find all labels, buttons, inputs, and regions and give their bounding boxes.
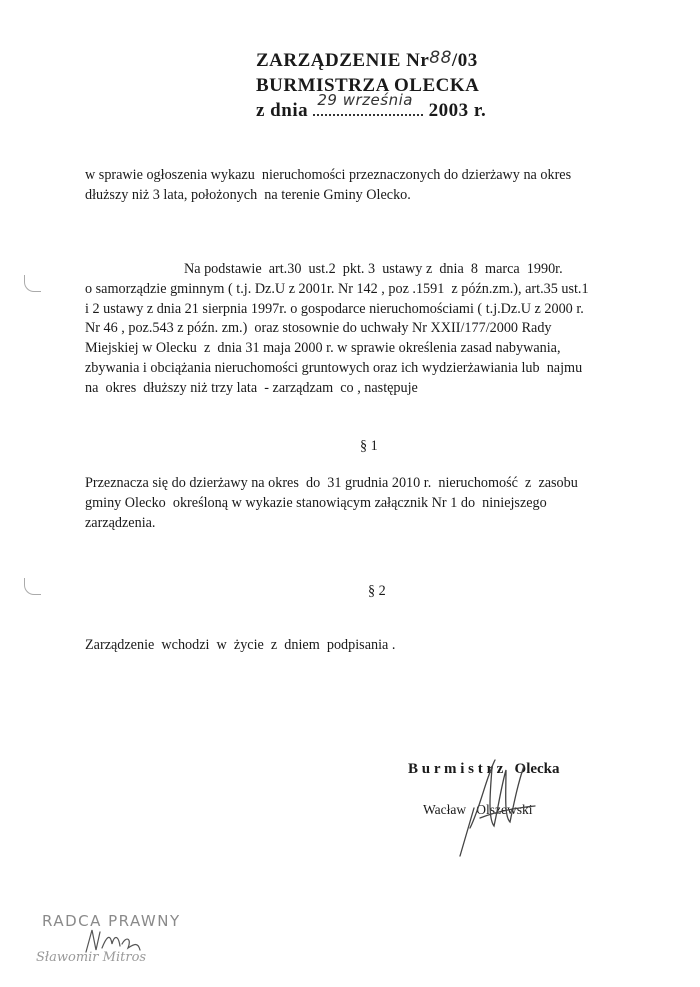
header-line-3	[256, 91, 487, 122]
section-1-body	[85, 474, 675, 533]
preamble-line: Nr 46 , poz.543 z późn. zm.) oraz stosownie do uchwały Nr XXII/177/2000 Rady	[85, 320, 552, 337]
preamble-line: Na podstawie art.30 ust.2 pkt. 3 ustawy z dnia 8 marca 1990r.	[184, 261, 563, 277]
subject-line: dłuższy niż 3 lata, położonych na terenie Gminy Olecko.	[85, 186, 411, 203]
signature-name: Wacław Olszewski	[423, 802, 533, 817]
handwritten-signature	[440, 748, 550, 860]
header-number-suffix: /03	[451, 50, 478, 71]
subject-line: w sprawie ogłoszenia wykazu nieruchomości przeznaczonych do dzierżawy na okres	[85, 167, 572, 183]
header-issuer: BURMISTRZA OLECKA	[256, 75, 480, 96]
subject-block	[85, 166, 675, 206]
section-1-line: gminy Olecko określoną w wykazie stanowiącym załącznik Nr 1 do niniejszego	[85, 494, 547, 511]
header-title: ZARZĄDZENIE Nr	[256, 50, 430, 71]
section-2-heading: § 2	[368, 583, 386, 599]
stamp-name: Sławomir Mitros	[36, 950, 147, 965]
header-line-1	[256, 50, 478, 72]
preamble-line: o samorządzie gminnym ( t.j. Dz.U z 2001r. Nr 142 , poz .1591 z późn.zm.), art.35 ust.1	[85, 280, 589, 297]
preamble-line: Miejskiej w Olecku z dnia 31 maja 2000 r. w sprawie określenia zasad nabywania,	[85, 340, 561, 357]
section-1-line: zarządzenia.	[85, 514, 156, 531]
stamp-title: RADCA PRAWNY	[42, 912, 181, 930]
preamble-block	[85, 260, 675, 399]
section-1-line: Przeznacza się do dzierżawy na okres do 31 grudnia 2010 r. nieruchomość z zasobu	[85, 475, 578, 491]
preamble-line: i 2 ustawy z dnia 21 sierpnia 1997r. o gospodarce nieruchomościami ( t.j.Dz.U z 2000 r.	[85, 300, 584, 317]
signature-title: B u r m i s t r z Olecka	[408, 761, 560, 777]
handwritten-number: 88	[429, 48, 452, 68]
punch-mark-bottom	[24, 578, 41, 595]
handwritten-date: 29 września	[317, 91, 413, 109]
date-field	[313, 91, 423, 116]
preamble-line: zbywania i obciążania nieruchomości gruntowych oraz ich wydzierżawiania lub najmu	[85, 359, 583, 376]
preamble-line: na okres dłuższy niż trzy lata - zarządzam co , następuje	[85, 379, 418, 396]
punch-mark-top	[24, 275, 41, 292]
header-date-prefix: z dnia	[256, 100, 309, 121]
section-1-heading: § 1	[360, 438, 378, 454]
section-2-body: Zarządzenie wchodzi w życie z dniem podpisania .	[85, 637, 396, 653]
header-year: 2003 r.	[428, 100, 487, 121]
